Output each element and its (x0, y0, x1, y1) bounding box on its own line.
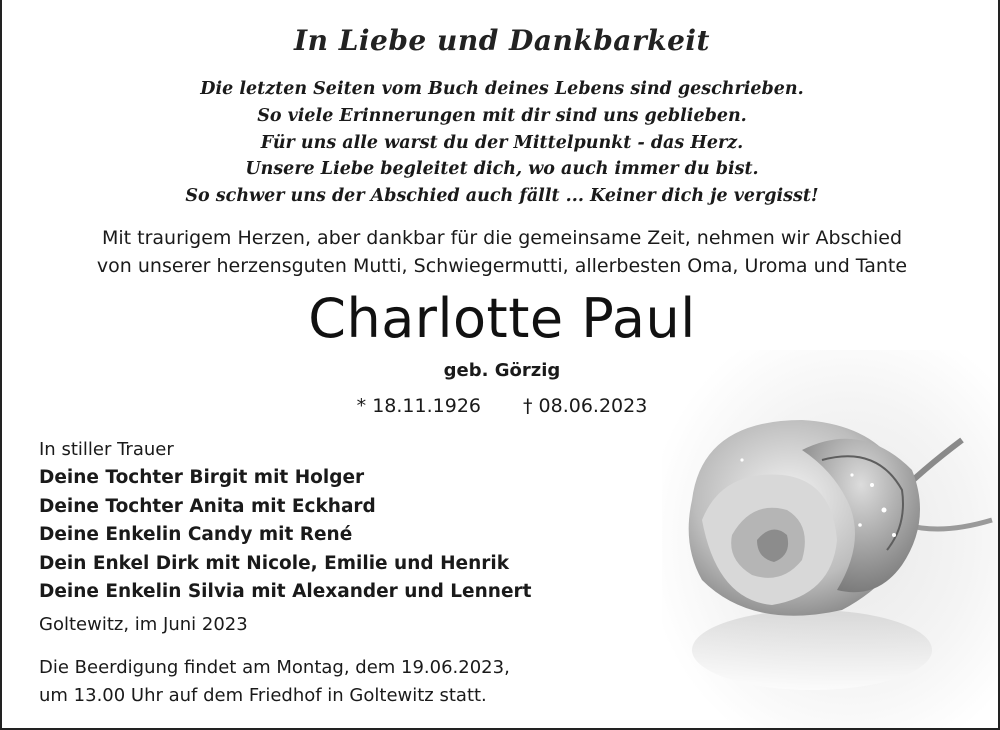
mourners-list (39, 436, 531, 607)
rose-image (662, 350, 1000, 730)
birth-date: * 18.11.1926 (356, 395, 481, 417)
intro-text (2, 224, 1000, 280)
intro-line: Mit traurigem Herzen, aber dankbar für die gemeinsame Zeit, nehmen wir Abschied (101, 227, 903, 249)
mourner-name: Deine Enkelin Candy mit René (39, 524, 353, 546)
mourners-lead: In stiller Trauer (39, 439, 174, 460)
poem (2, 76, 1000, 210)
poem-line: Unsere Liebe begleitet dich, wo auch immer du bist. (245, 159, 759, 180)
place-date: Goltewitz, im Juni 2023 (39, 614, 248, 635)
deceased-name: Charlotte Paul (308, 287, 696, 350)
intro-line: von unserer herzensguten Mutti, Schwiegermutti, allerbesten Oma, Uroma und Tante (96, 255, 908, 277)
death-date: † 08.06.2023 (523, 395, 648, 417)
mourner-name: Deine Tochter Birgit mit Holger (39, 467, 365, 488)
funeral-line: Die Beerdigung findet am Montag, dem 19.06.2023, (39, 657, 510, 678)
funeral-line: um 13.00 Uhr auf dem Friedhof in Goltewitz statt. (39, 685, 487, 706)
mourner-name: Deine Tochter Anita mit Eckhard (39, 495, 376, 517)
poem-line: Die letzten Seiten vom Buch deines Lebens sind geschrieben. (200, 79, 804, 99)
funeral-info (39, 654, 510, 710)
poem-line: Für uns alle warst du der Mittelpunkt - das Herz. (260, 132, 744, 153)
mourner-name: Deine Enkelin Silvia mit Alexander und Lennert (39, 581, 532, 603)
birth-name: geb. Görzig (443, 360, 561, 381)
header-script: In Liebe und Dankbarkeit (294, 24, 710, 57)
poem-line: So viele Erinnerungen mit dir sind uns geblieben. (257, 105, 747, 126)
mourner-name: Dein Enkel Dirk mit Nicole, Emilie und Henrik (39, 552, 510, 574)
poem-line: So schwer uns der Abschied auch fällt ... Keiner dich je vergisst! (185, 186, 819, 207)
